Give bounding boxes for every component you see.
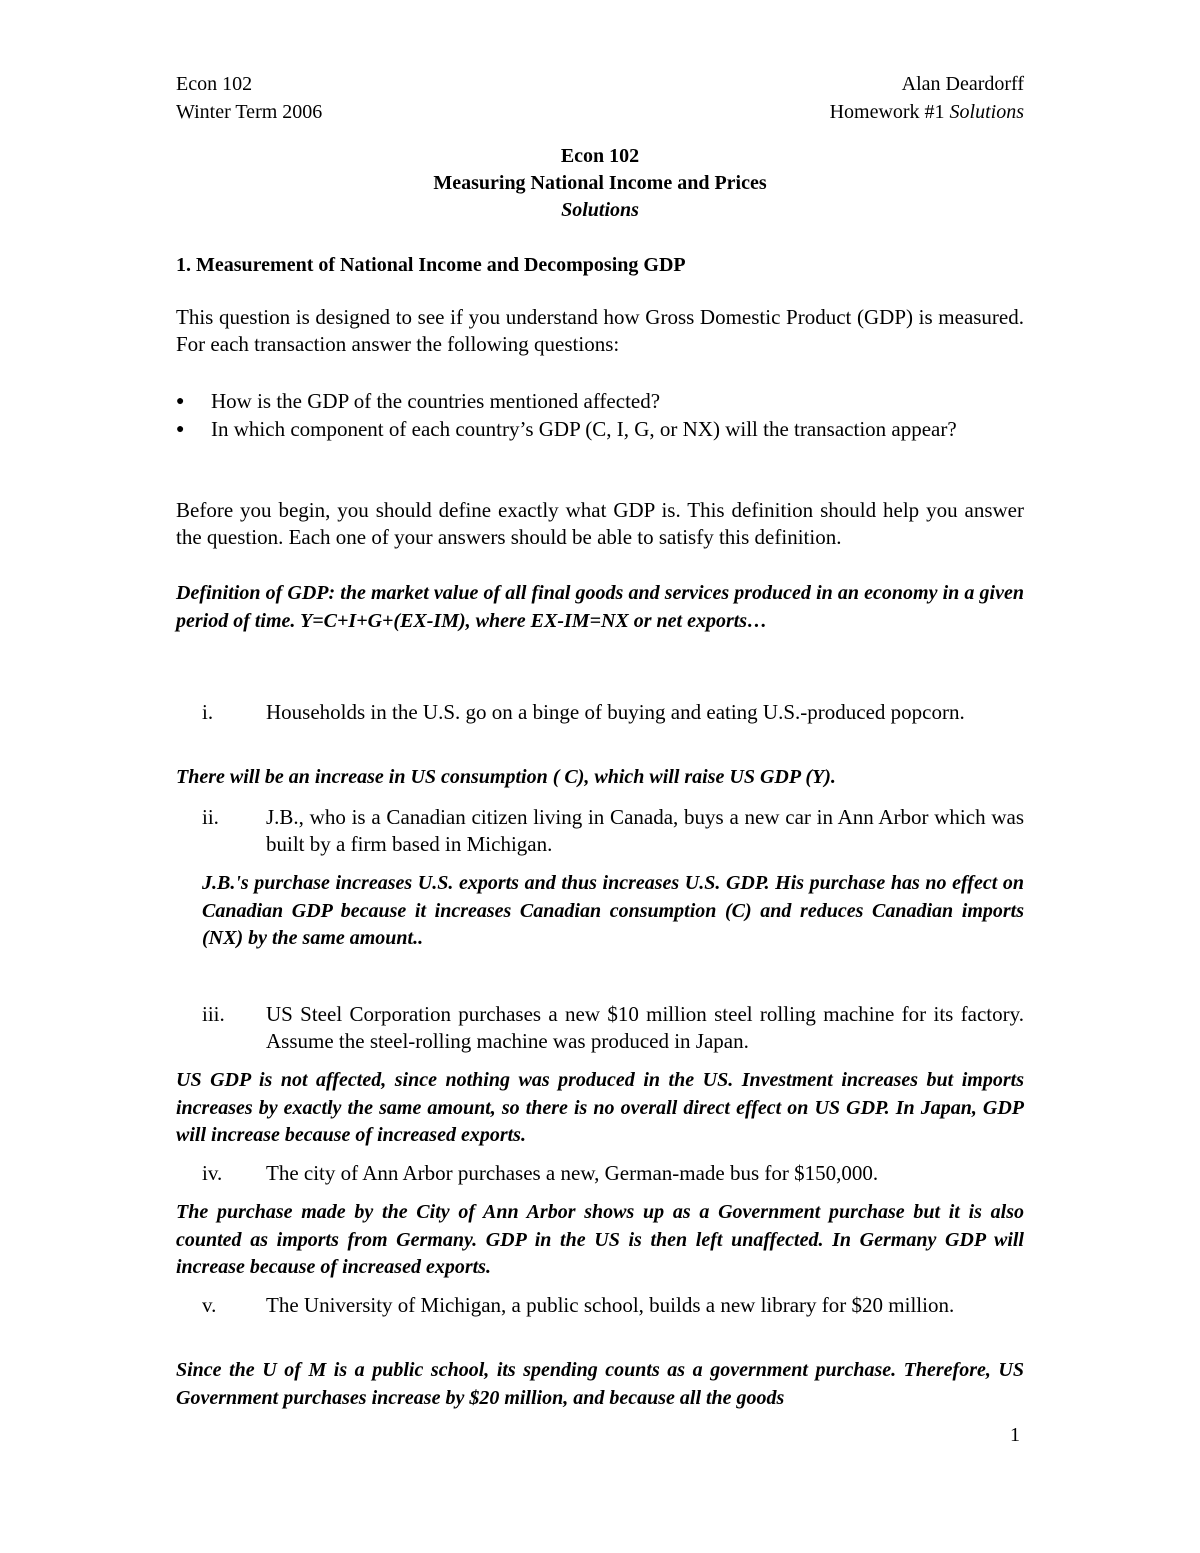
question-text: J.B., who is a Canadian citizen living in Canada, buys a new car in Ann Arbor which was built by a firm based in Michigan. <box>266 805 1024 856</box>
doc-title-line2: Measuring National Income and Prices <box>433 172 767 194</box>
question-number: iii. <box>202 1002 225 1026</box>
question-item <box>176 1001 1024 1055</box>
gdp-definition: Definition of GDP: the market value of all final goods and services produced in an economy in a given period of time. Y=C+I+G+(EX-IM), where EX-IM=NX or net exports… <box>176 582 1024 632</box>
question-number: v. <box>202 1293 217 1317</box>
bullet-text: How is the GDP of the countries mentioned affected? <box>211 389 661 413</box>
question-text: Households in the U.S. go on a binge of buying and eating U.S.-produced popcorn. <box>266 700 965 724</box>
header-homework-label: Homework #1 <box>829 101 950 123</box>
header-homework-solutions: Solutions <box>949 101 1024 123</box>
intro-paragraph: This question is designed to see if you understand how Gross Domestic Product (GDP) is measured. For each transaction answer the following questions: <box>176 305 1024 356</box>
bullet-icon: ● <box>176 422 185 437</box>
bullet-item <box>176 388 1024 415</box>
before-paragraph: Before you begin, you should define exactly what GDP is. This definition should help you answer the question. Each one of your answers should be able to satisfy this definition. <box>176 498 1024 549</box>
header-course: Econ 102 <box>176 73 253 95</box>
page-number: 1 <box>1010 1424 1020 1446</box>
doc-title-line1: Econ 102 <box>560 145 640 167</box>
question-text: US Steel Corporation purchases a new $10 million steel rolling machine for its factory. Assume the steel-rolling machine was produced in Japan. <box>266 1002 1024 1053</box>
question-text: The city of Ann Arbor purchases a new, German-made bus for $150,000. <box>266 1161 879 1185</box>
question-number: i. <box>202 700 214 724</box>
question-text: The University of Michigan, a public school, builds a new library for $20 million. <box>266 1293 955 1317</box>
answer-text: There will be an increase in US consumption ( C), which will raise US GDP (Y). <box>176 766 836 788</box>
question-item <box>176 1160 1024 1187</box>
header-homework <box>700 98 1024 126</box>
doc-title-line3: Solutions <box>561 199 639 221</box>
answer-text: Since the U of M is a public school, its spending counts as a government purchase. Therefore, US Government purchases increase by $20 million, and because all the goods <box>176 1359 1024 1409</box>
header-term: Winter Term 2006 <box>176 101 323 123</box>
answer-text: The purchase made by the City of Ann Arbor shows up as a Government purchase but it is also counted as imports from Germany. GDP in the US is then left unaffected. In Germany GDP will increase because of increased exports. <box>176 1201 1024 1278</box>
bullet-item <box>176 416 1024 443</box>
header-author: Alan Deardorff <box>901 73 1024 95</box>
question-item <box>176 1292 1024 1319</box>
question-number: iv. <box>202 1161 223 1185</box>
bullet-text: In which component of each country’s GDP (C, I, G, or NX) will the transaction appear? <box>211 417 957 441</box>
question-item <box>176 699 1024 726</box>
question-item <box>176 804 1024 858</box>
answer-text: J.B.'s purchase increases U.S. exports and thus increases U.S. GDP. His purchase has no effect on Canadian GDP because it increases Canadian consumption (C) and reduces Canadian imports (NX) by the same amount.. <box>202 872 1024 949</box>
bullet-icon: ● <box>176 394 185 409</box>
section-heading: 1. Measurement of National Income and Decomposing GDP <box>176 254 686 276</box>
question-number: ii. <box>202 805 219 829</box>
answer-text: US GDP is not affected, since nothing was produced in the US. Investment increases but imports increases by exactly the same amount, so there is no overall direct effect on US GDP. In Japan, GDP will increase because of increased exports. <box>176 1069 1024 1146</box>
